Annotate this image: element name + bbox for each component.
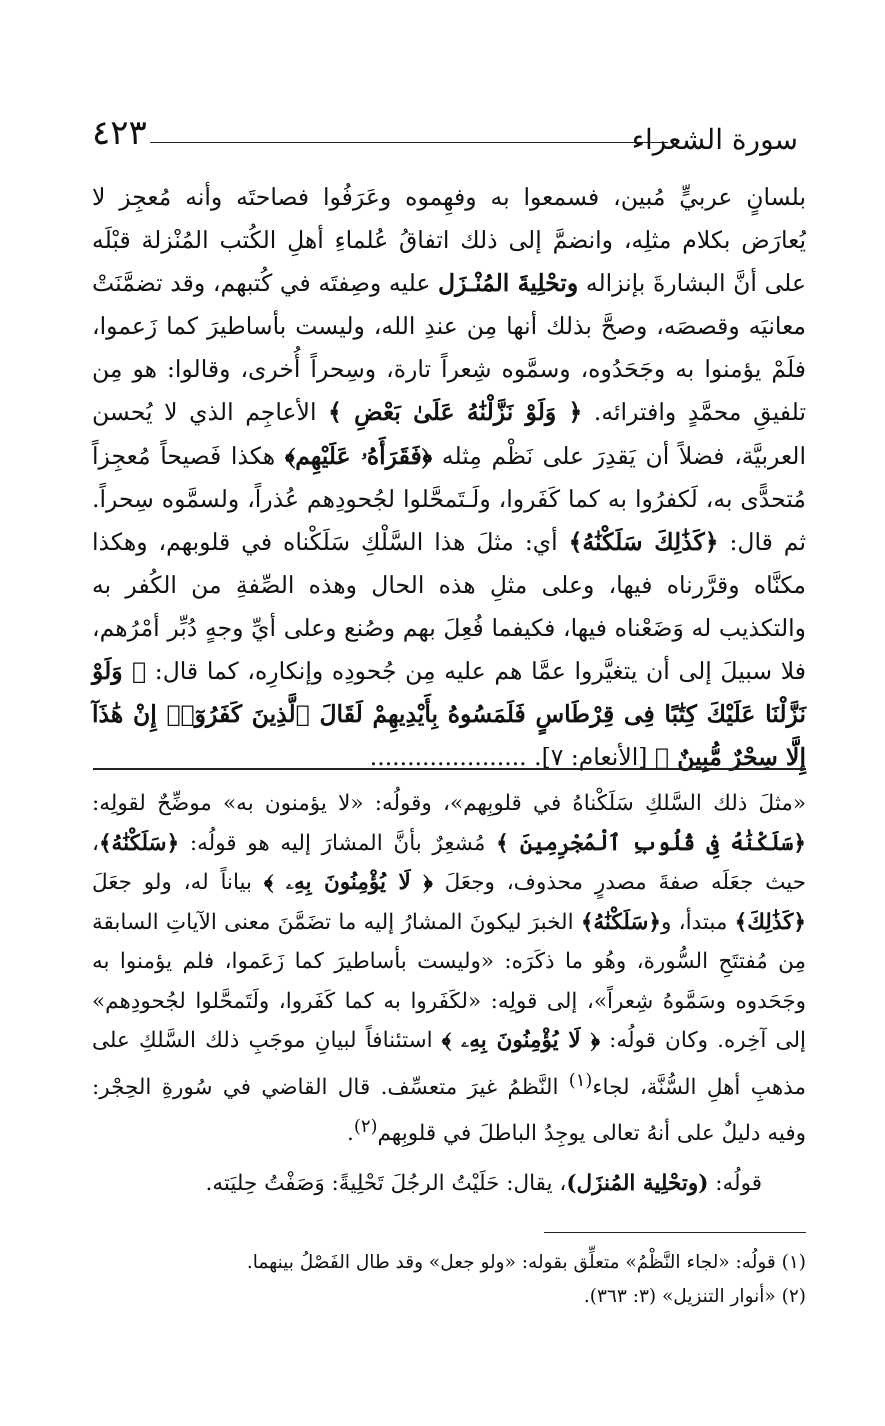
main-text-1: بلسانٍ عربيٍّ مُبين، فسمعوا به وفهِموه وعَرَفُوا فصاحتَه وأنه مُعجِز لا يُعارَض بكلام مثلِه، وانضمَّ إلى ذلك اتفاقُ عُلماءِ أهلِ الكُتب المُنْزلة قبْلَه على أنَّ البشارةَ بإنزاله xyxy=(92,183,806,298)
quran-verse: ﴿كَذَٰلِكَ﴾ xyxy=(734,909,806,935)
quran-verse: ﴿ وَلَوْ نَزَّلْنَٰهُ عَلَىٰ بَعْضِ ﴾ xyxy=(328,398,583,427)
main-text-4: هكذا فَصيحاً مُعجِزاً مُتحدًّى به، لَكفرُوا به كما كَفَروا، ولَـتَمحَّلوا لجُحودِهم عُذراً، ولسمَّوه سِحراً. ثم قال: xyxy=(92,441,806,556)
footnote-marker[interactable]: (١) xyxy=(568,1069,593,1091)
footnotes xyxy=(92,1246,806,1314)
commentary-text: مُشعِرٌ بأنَّ المشارَ إليه هو قولُه: xyxy=(179,830,497,856)
page-number: ٤٢٣ xyxy=(92,113,147,153)
footnote-rule xyxy=(544,1232,806,1233)
main-text-5: أي: مثلَ هذا السَّلْكِ سَلَكْناه في قلوبهم، وهكذا مكنَّاه وقرَّرناه فيها، وعلى مثلِ هذه الحال وهذه الصِّفةِ من الكُفر به والتكذيب له وَضَعْناه فيها، فكيفما فُعِلَ بهم وصُنع وعلى أيِّ وجهٍ دُبِّر أمْرُهم، فلا سبيلَ إلى أن يتغيَّروا عمَّا هم عليه مِن جُحودِه وإنكارِه، كما قال: xyxy=(92,527,806,686)
quran-verse: ﴿سَلَكْنَٰهُ﴾ xyxy=(98,830,180,856)
footnote-1: (١) قولُه: «لجاء النَّظْمُ» متعلِّق بقوله: «ولو جعل» وقد طال الفَصْلُ بينهما. xyxy=(246,1252,806,1273)
quran-verse: ﴿كَذَٰلِكَ سَلَكْنَٰهُ﴾ xyxy=(568,527,719,556)
quran-verse: ﴿فَقَرَأَهُۥ عَلَيْهِم﴾ xyxy=(284,441,433,470)
commentary-text: النَّظمُ غيرَ متعسِّف. قال القاضي في سُورةِ الحِجْر: وفيه دليلٌ على أنهُ تعالى يوجِدُ الباطلَ في قلوبِهم xyxy=(92,1074,806,1147)
bold-phrase: وتحْلِيةَ المُنْـزَل xyxy=(438,269,579,298)
quran-verse: ﴿ لَا يُؤْمِنُونَ بِهِۦ ﴾ xyxy=(441,1028,601,1053)
quran-verse: ﴿سَلَكْنَٰهُ فِى قُلُوبِ ٱلْمُجْرِمِينَ ﴾ xyxy=(496,830,806,856)
commentary-text: . xyxy=(347,1121,354,1147)
main-paragraph xyxy=(92,176,806,779)
verse-reference: [الأنعام: ٧]. xyxy=(534,743,655,772)
commentary-paragraph-2 xyxy=(92,1164,806,1204)
commentary-text: ، يقال: حَلَيْتُ الرجُلَ تَحْلِيةً: وَصَفْتُ حِليَته. xyxy=(205,1170,567,1196)
page-header xyxy=(92,112,798,162)
commentary-text: استئنافاً لبيانِ موجَبِ ذلك السَّلكِ على مذهبِ أهلِ السُّنَّة، لجاء xyxy=(92,1028,806,1100)
quran-verse: ﴿ وَلَوْ نَزَّلْنَا عَلَيْكَ كِتَٰبًا فِى قِرْطَاسٍ فَلَمَسُوهُ بِأَيْدِيهِمْ لَقَالَ ٱلَّذِينَ كَفَرُوٓا۟ إِنْ هَٰذَآ إِلَّا سِحْرٌ مُّبِينٌ ﴾ xyxy=(92,657,806,772)
bold-phrase: (وتحْلِية المُنزَل) xyxy=(566,1170,709,1196)
commentary-separator xyxy=(93,768,806,770)
dotted-leader: ..................... xyxy=(369,743,535,772)
commentary-text: مبتدأ، و xyxy=(661,909,735,935)
commentary xyxy=(92,784,806,1203)
commentary-text: «مثلَ ذلك السَّلكِ سَلَكْناهُ في قلوبِهم»، وقولُه: «لا يؤمنون به» موضِّحٌ لقولِه: xyxy=(92,791,806,816)
commentary-text: قولُه: xyxy=(708,1170,762,1196)
commentary-text: ، حيث جعَلَه صفةَ مصدرٍ محذوف، وجعَلَ xyxy=(92,830,806,895)
header-rule xyxy=(150,142,668,143)
main-text-2: عليه وصِفتَه في كُتبهم، وقد تضمَّنَتْ معانيَه وقصصَه، وصحَّ بذلك أنها مِن عندِ الله، وليست بأساطيرَ كما زَعموا، فلَمْ يؤمنوا به وجَحَدُوه، وسمَّوه شِعراً تارة، وسِحراً أُخرى، وقالوا: هو مِن تلفيقِ محمَّدٍ وافترائه. xyxy=(92,269,807,427)
quran-verse: ﴿سَلَكْنَٰهُ﴾ xyxy=(580,909,662,935)
commentary-text: بياناً له، ولو جعَلَ xyxy=(92,870,264,895)
footnote-marker[interactable]: (٢) xyxy=(353,1116,378,1138)
surah-title: سورة الشعراء xyxy=(631,123,798,156)
commentary-text: الخبرَ ليكونَ المشارُ إليه ما تضَمَّنَ معنى الآياتِ السابقة مِن مُفتتَحِ السُّورة، وهُو ما ذكَرَه: «وليست بأساطيرَ كما زَعَموا، فلم يؤمنوا به وجَحَدوه وسَمَّوهُ شِعراً»، إلى قولِه: «لكَفَروا به كما كَفَروا، ولَتَمحَّلوا لجُحودِهم» إلى آخِره. وكان قولُه: xyxy=(92,909,807,1053)
footnote-2: (٢) «أنوار التنزيل» (٣: ٣٦٣). xyxy=(583,1286,806,1307)
main-text xyxy=(92,176,806,779)
commentary-paragraph xyxy=(92,784,806,1154)
quran-verse: ﴿ لَا يُؤْمِنُونَ بِهِۦ ﴾ xyxy=(263,870,433,895)
main-text-3: الأعاجِم الذي لا يُحسن العربيَّة، فضلاً أن يَقدِرَ على نَظْم مِثله xyxy=(92,398,806,470)
